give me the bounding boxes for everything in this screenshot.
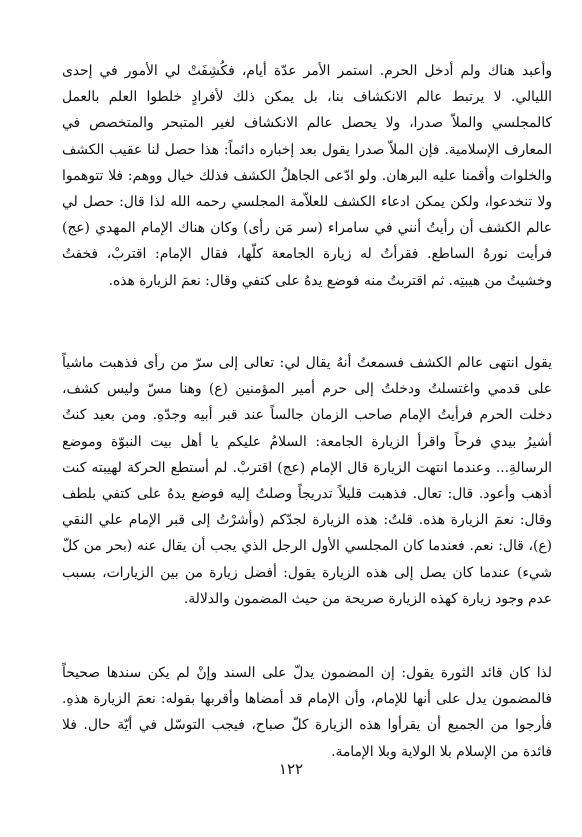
paragraph-2: يقول انتهى عالم الكشف فسمعتُ أنهُ يقال لي: تعالى إلى سرّ من رأى فذهبت ماشياً على قدمي واغتسلتُ ودخلتُ إلى حرم أمير المؤمنين (ع) وهنا مسّ وليس كشف، دخلت الحرم فرأيتُ الإمام صاحب الزمان جالساً عند قبر أبيه وجدّهِ. ومن بعيد كنتُ أشيرُ بيدي فرحاً واقرأ الزيارة الجامعة: السلامُ عليكم يا أهل بيت النبوّة وموضع الرسالةِ... وعندما انتهت الزيارة قال الإمام (عج) اقتربْ. لم أستطع الحركة لهيبته كنت أذهب وأعود. قال: تعال. فذهبت قليلاً تدريجاً وصلتُ إليه فوضع يدهُ على كتفي بلطف وقال: نعمَ الزيارة هذه. قلتُ: هذه الزيارة لجدّكم (وأشرْتُ إلى قبر الإمام علي النقي (ع)، قال: نعم. فعندما كان المجلسي الأول الرجل الذي يجب أن يقال عنه (بحر من كلّ شيء) عندما كان يصل إلى هذه الزيارة يقول: أفضل زيارة من بين الزيارات، بسبب عدم وجود زيارة كهذه الزيارة صريحة من حيث المضمون والدلالة. <box>62 355 552 607</box>
document-page <box>62 58 552 798</box>
paragraph-3: لذا كان قائد الثورة يقول: إن المضمون يدلّ على السند وإنْ لم يكن سندها صحيحاً فالمضمون يدل على أنها للإمام، وأن الإمام قد أمضاها وأقربها بقوله: نعمَ الزيارة هذهِ. فأرجوا من الجميع أن يقرأوا هذه الزيارة كلّ صباح، فيجب التوسّل في أيّة حال. فلا فائدة من الإسلام بلا الولاية وبلا الإمامة. <box>62 665 552 760</box>
paragraph-1: وأعبد هناك ولم أدخل الحرم. استمر الأمر عدّة أيام، فكُشِفَتْ لي الأمور في إحدى الليالي. لا يرتبط عالم الانكشاف بنا، بل يمكن ذلك لأفرادٍ خلطوا العلم بالعمل كالمجلسي والملاّ صدرا، ولا يحصل عالم الانكشاف لغير المتبحر والمتخصص في المعارف الإسلامية. فإن الملاّ صدرا يقول بعد إخباره دائماً: هذا حصل لنا عقيب الكشف والخلوات وأقمنا عليه البرهان. ولو ادّعى الجاهلُ الكشف فذلك خيال ووهم: فلا تتوهموا ولا تنخدعوا، ولكن يمكن ادعاء الكشف للعلاّمة المجلسي رحمه الله لذا قال: حصل لي عالم الكشف أن رأيتُ أنني في سامراء (سر مَن رأى) وكان هناك الإمام المهدي (عج) فرأيت نورهُ الساطع. فقرأتُ له زيارة الجامعة كلّها، فقال الإمام: اقتربْ، فخفتُ وخشيتُ من هيبتِه. ثم اقتربتُ منه فوضع يدهُ على كتفي وقال: نعمَ الزيارة هذه. <box>62 63 552 289</box>
page-number: ١٢٢ <box>278 760 304 778</box>
